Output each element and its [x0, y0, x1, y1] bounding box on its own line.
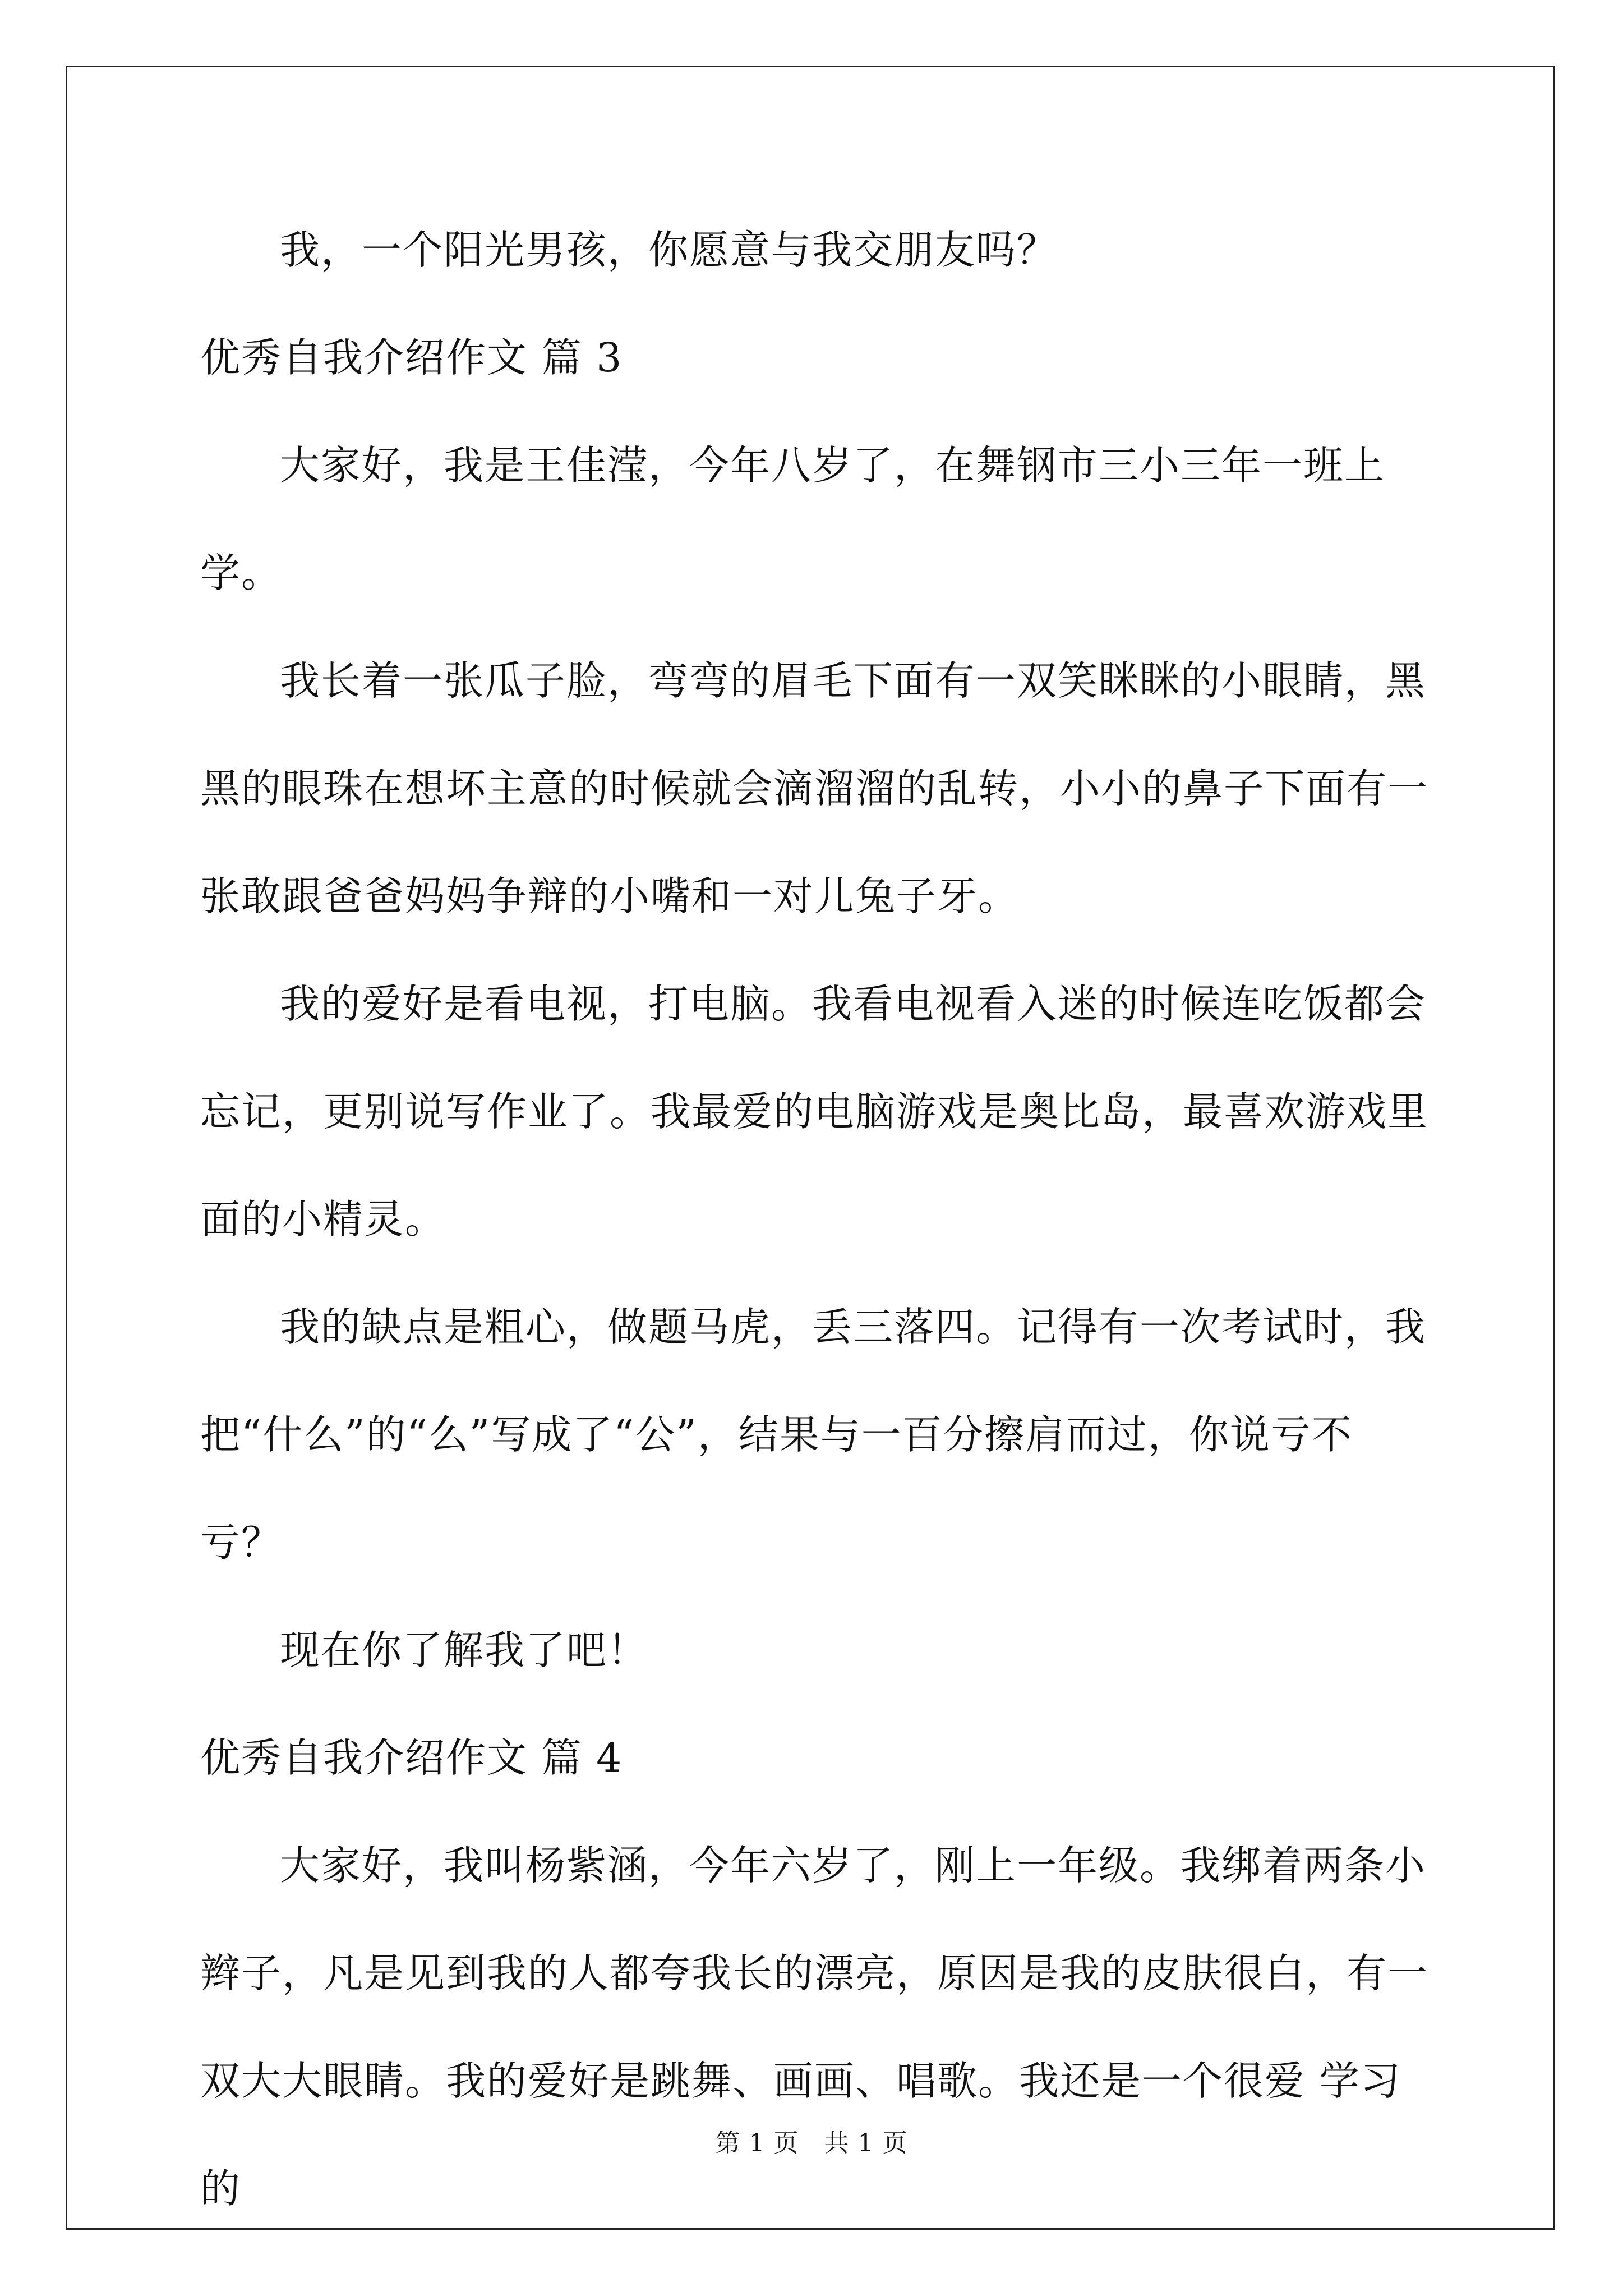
section-heading: 优秀自我介绍作文 篇 4: [200, 1734, 623, 1781]
document-body: [200, 196, 1434, 2243]
paragraph: 我的缺点是粗心，做题马虎，丢三落四。记得有一次考试时，我把“什么”的“么”写成了“公”，结果与一百分擦肩而过，你说亏不亏？: [200, 1304, 1427, 1566]
page-footer: 第 1 页 共 1 页: [715, 2129, 908, 2157]
paragraph: 现在你了解我了吧！: [280, 1627, 649, 1673]
paragraph: 我长着一张瓜子脸，弯弯的眉毛下面有一双笑眯眯的小眼睛，黑黑的眼珠在想坏主意的时候就会滴溜溜的乱转，小小的鼻子下面有一张敢跟爸爸妈妈争辩的小嘴和一对儿兔子牙。: [200, 657, 1429, 919]
paragraph: 大家好，我是王佳滢，今年八岁了，在舞钢市三小三年一班上学。: [200, 442, 1386, 596]
section-heading: 优秀自我介绍作文 篇 3: [200, 334, 623, 381]
paragraph: 我，一个阳光男孩，你愿意与我交朋友吗？: [280, 227, 1058, 273]
paragraph: 我的爱好是看电视，打电脑。我看电视看入迷的时候连吃饭都会忘记，更别说写作业了。我最爱的电脑游戏是奥比岛，最喜欢游戏里面的小精灵。: [200, 981, 1429, 1243]
paragraph: 大家好，我叫杨紫涵，今年六岁了，刚上一年级。我绑着两条小辫子，凡是见到我的人都夸我长的漂亮，原因是我的皮肤很白，有一双大大眼睛。我的爱好是跳舞、画画、唱歌。我还是一个很爱 学习的: [200, 1842, 1429, 2212]
